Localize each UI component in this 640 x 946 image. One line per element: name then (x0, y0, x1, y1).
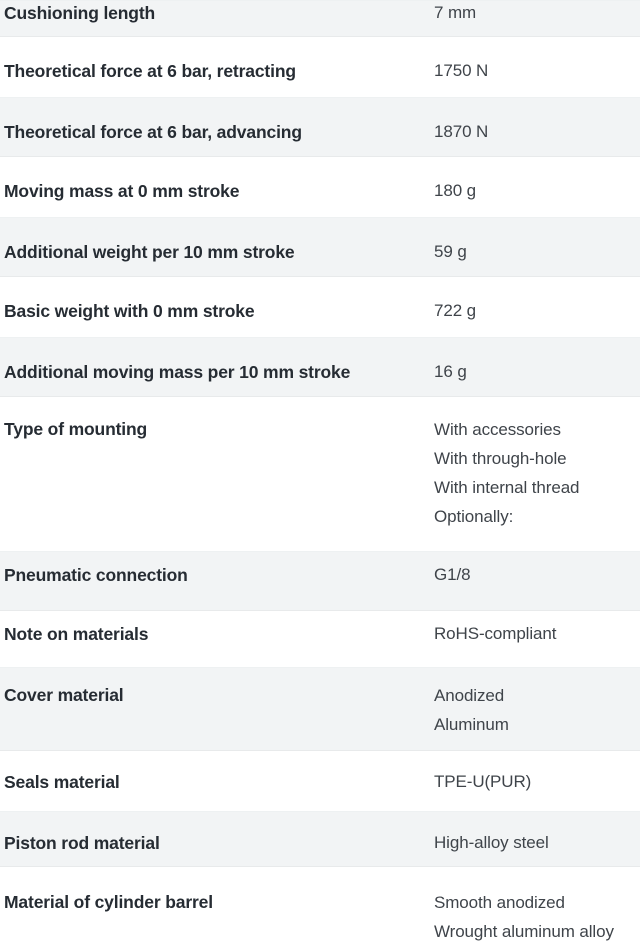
spec-value-line: With accessories (434, 420, 561, 439)
spec-value (434, 415, 640, 531)
spec-value (434, 297, 640, 325)
spec-label: Theoretical force at 6 bar, retracting (4, 61, 296, 81)
spec-label: Piston rod material (4, 833, 160, 853)
spec-row-cover-material (0, 667, 640, 751)
spec-row-note-on-materials (0, 611, 640, 667)
spec-value (434, 681, 640, 739)
spec-row-cylinder-barrel-material (0, 867, 640, 942)
spec-value-line: Smooth anodized (434, 893, 565, 912)
spec-value (434, 238, 640, 266)
spec-row-additional-moving-mass (0, 337, 640, 397)
spec-label: Moving mass at 0 mm stroke (4, 181, 240, 201)
spec-row-piston-rod-material (0, 811, 640, 867)
spec-value (434, 2, 640, 24)
spec-value-line: Wrought aluminum alloy (434, 922, 614, 941)
spec-value-line: With internal thread (434, 478, 580, 497)
spec-value-line: 722 g (434, 301, 477, 320)
spec-value-line: 7 mm (434, 3, 477, 22)
spec-value (434, 118, 640, 146)
spec-label: Pneumatic connection (4, 565, 188, 585)
spec-value (434, 57, 640, 85)
spec-value-line: High-alloy steel (434, 833, 549, 852)
spec-label: Basic weight with 0 mm stroke (4, 301, 255, 321)
spec-row-cushioning-length (0, 0, 640, 37)
spec-label: Material of cylinder barrel (4, 892, 213, 912)
spec-label: Theoretical force at 6 bar, advancing (4, 122, 302, 142)
spec-value-line: 59 g (434, 242, 467, 261)
spec-value (434, 888, 640, 946)
spec-label: Cushioning length (4, 3, 156, 23)
spec-value (434, 620, 640, 648)
spec-label: Cover material (4, 685, 124, 705)
spec-row-seals-material (0, 751, 640, 811)
spec-value-line: TPE-U(PUR) (434, 772, 532, 791)
spec-value-line: Anodized (434, 686, 505, 705)
spec-row-moving-mass (0, 157, 640, 217)
spec-value (434, 829, 640, 857)
spec-label: Seals material (4, 772, 120, 792)
spec-row-pneumatic-connection (0, 551, 640, 611)
spec-value-line: Aluminum (434, 715, 509, 734)
spec-value-line: 180 g (434, 181, 477, 200)
spec-value (434, 358, 640, 386)
spec-label: Additional moving mass per 10 mm stroke (4, 362, 351, 382)
spec-value (434, 561, 640, 589)
spec-label: Type of mounting (4, 419, 148, 439)
spec-row-additional-weight (0, 217, 640, 277)
spec-value-line: With through-hole (434, 449, 567, 468)
spec-value-line: 1750 N (434, 61, 489, 80)
spec-value-line: 1870 N (434, 122, 489, 141)
spec-label: Additional weight per 10 mm stroke (4, 242, 295, 262)
spec-value-line: 16 g (434, 362, 467, 381)
spec-value-line: G1/8 (434, 565, 471, 584)
spec-row-force-advancing (0, 97, 640, 157)
spec-row-type-of-mounting (0, 397, 640, 551)
spec-row-basic-weight (0, 277, 640, 337)
spec-value (434, 177, 640, 205)
spec-value-line: RoHS-compliant (434, 624, 557, 643)
spec-value (434, 768, 640, 796)
spec-label: Note on materials (4, 624, 149, 644)
spec-value-line: Optionally: (434, 507, 514, 526)
spec-row-force-retracting (0, 37, 640, 97)
